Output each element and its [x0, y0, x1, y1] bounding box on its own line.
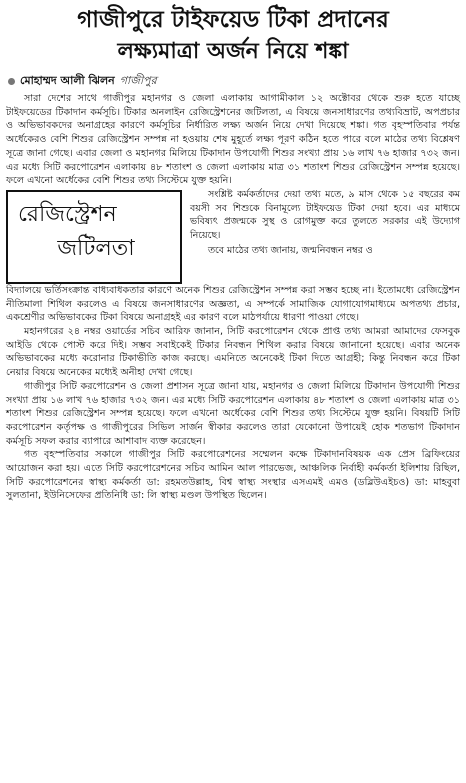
headline [6, 4, 460, 68]
paragraph: সারা দেশের সাথে গাজীপুর মহানগর ও জেলা এলাকায় আগামীকাল ১২ অক্টোবর থেকে শুরু হতে যাচ্ছে টাইফয়েডের টিকাদান কর্মসূচি। টিকার অনলাইন রেজিস্ট্রেশনের জটিলতা, এ বিষয়ে জনসাধারণের তথ্যবিভ্রাট, অপপ্রচার ও অভিভাবকদের অনাগ্রহের কারণে কর্মসূচির নির্ধারিত লক্ষ্য অর্জন নিয়ে দেখা দিয়েছে শঙ্কা। গত বৃহস্পতিবার পর্যন্ত অর্ধেকেরও বেশি শিশুর রেজিস্ট্রেশন সম্পন্ন না হওয়ায় শেষ মুহূর্তে লক্ষ্য পূরণ কঠিন হতে পারে বলে মাঠের তথ্য বিশ্লেষণ সূত্রে জানা গেছে। এবার জেলা ও মহানগর মিলিয়ে টিকাদান উপযোগী শিশুর সংখ্যা প্রায় ১৬ লাখ ৭৬ হাজার ৭৩২ জন। এর মধ্যে সিটি করপোরেশন এলাকায় ৪৮ শতাংশ ও জেলা এলাকায় মাত্র ৩১ শতাংশ শিশুর রেজিস্ট্রেশন সম্পন্ন হয়েছে। ফলে এখনো অর্ধেকের বেশি শিশুর তথ্য সিস্টেমে যুক্ত হয়নি। [6, 93, 460, 187]
headline-line-2: লক্ষ্যমাত্রা অর্জন নিয়ে শঙ্কা [117, 39, 349, 64]
paragraph: সংশ্লিষ্ট কর্মকর্তাদের দেয়া তথ্য মতে, ৯ মাস থেকে ১৫ বছরের কম বয়সী সব শিশুকে বিনামূল্যে টাইফয়েড টিকা দেয়া হবে। এর মাধ্যমে ভবিষ্যৎ প্রজন্মকে সুস্থ ও রোগমুক্ত করে তুলতে সরকার এই উদ্যোগ নিয়েছে। [190, 188, 460, 241]
byline-author: মোহাম্মদ আলী ঝিলন [20, 73, 115, 87]
bullet-icon [8, 78, 15, 85]
headline-line-1: গাজীপুরে টাইফয়েড টিকা প্রদানের [77, 7, 389, 33]
paragraph: গাজীপুর সিটি করপোরেশন ও জেলা প্রশাসন সূত্রে জানা যায়, মহানগর ও জেলা মিলিয়ে টিকাদান উপযোগী শিশুর সংখ্যা প্রায় ১৬ লাখ ৭৬ হাজার ৭৩২ জন। এর মধ্যে সিটি করপোরেশন এলাকায় ৪৮ শতাংশ ও জেলা এলাকায় মাত্র ৩১ শতাংশ শিশুর রেজিস্ট্রেশন সম্পন্ন হয়েছে। ফলে এখনো অর্ধেকের বেশি শিশুর তথ্য সিস্টেমে যুক্ত হয়নি। বিষয়টি সিটি করপোরেশন কর্তৃপক্ষ ও গাজীপুরের সিভিল সার্জন স্বীকার করলেও তারা যেকোনো উপায়েই হোক শতভাগ টিকাদান কর্মসূচি সফল করার ব্যাপারে আশাবাদ ব্যক্ত করেছেন। [6, 380, 460, 447]
paragraph: মহানগরের ২৪ নম্বর ওয়ার্ডের সচিব আরিফ জানান, সিটি করপোরেশন থেকে প্রাপ্ত তথ্য আমরা আমাদের ফেসবুক আইডি থেকে পোস্ট করে দিই। সম্ভব সবাইকেই টিকার নিবন্ধন শিথিল করার বিষয়ে জানানো হয়েছে। এবার অনেক অভিভাবকের মধ্যে করোনার টিকাভীতি কাজ করছে। এমনিতে অনেকেই টিকা দিতে আগ্রহী; কিন্তু নিবন্ধন করে টিকা নেয়ার বিষয়ে অনেকের মধ্যেই অনীহা দেখা গেছে। [6, 326, 460, 379]
subhead-box [6, 190, 182, 284]
paragraph: বিদ্যালয়ে ভর্তিসংক্রান্ত বাধ্যবাধকতার কারণে অনেক শিশুর রেজিস্ট্রেশন সম্পন্ন করা সম্ভব হচ্ছে না। ইতোমধ্যে রেজিস্ট্রেশন নীতিমালা শিথিল করলেও এ বিষয়ে জনসাধারণের অজ্ঞতা, এ সম্পর্কে সামাজিক যোগাযোগমাধ্যমে অপতথ্য প্রচার, একশ্রেণীর অভিভাবকের টিকা বিষয়ে অনাগ্রহই এর কারণ বলে মাঠপর্যায়ে ধারণা পাওয়া গেছে। [6, 284, 460, 324]
body-bottom [6, 284, 460, 503]
subhead-line-1: রেজিস্ট্রেশন [18, 201, 117, 227]
subhead-section [6, 188, 460, 284]
byline-place: গাজীপুর [119, 73, 157, 87]
paragraph: তবে মাঠের তথ্য জানায়, জন্মনিবন্ধন নম্বর ও [208, 245, 373, 257]
subhead-line-2: জটিলতা [57, 235, 135, 261]
byline [8, 74, 460, 88]
body-top [6, 92, 460, 188]
side-text [190, 188, 460, 284]
paragraph: গত বৃহস্পতিবার সকালে গাজীপুর সিটি করপোরেশনের সম্মেলন কক্ষে টিকাদানবিষয়ক এক প্রেস ব্রিফিংয়ের আয়োজন করা হয়। এতে সিটি করপোরেশনের সচিব আমিন আল পারভেজ, আঞ্চলিক নির্বাহী কর্মকর্তা ইলিশায় রিছিল, সিটি করপোরেশনের স্বাস্থ্য কর্মকর্তা ডা: রহমতউল্লাহ, বিশ্ব স্বাস্থ্য সংস্থার এসএমই এমও (ডব্লিউএইচও) ডা: মাহবুবা সুলতানা, ইউনিসেফের প্রতিনিধি ডা: লি স্বাস্থ্য মণ্ডল উপস্থিত ছিলেন। [6, 449, 460, 502]
